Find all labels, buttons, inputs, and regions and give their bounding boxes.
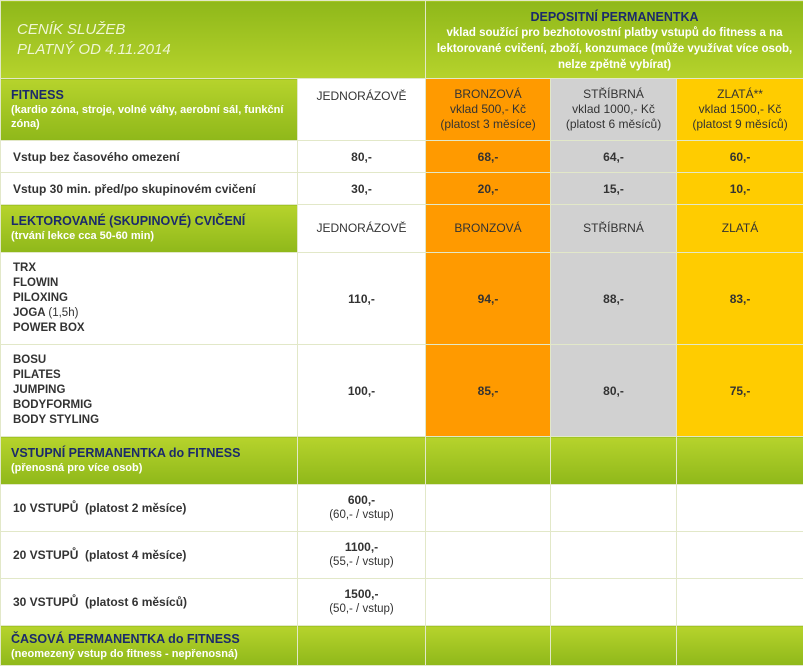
class-item: FLOWIN bbox=[13, 276, 297, 291]
class-item: BODY STYLING bbox=[13, 413, 297, 428]
row-label: Vstup bez časového omezení bbox=[1, 141, 298, 173]
green-cell bbox=[426, 437, 551, 485]
empty-cell bbox=[426, 532, 551, 579]
price-list-title bbox=[1, 1, 426, 79]
price-silver: 80,- bbox=[551, 345, 677, 437]
silver-deposit: vklad 1000,- Kč bbox=[551, 102, 676, 117]
price-silver: 15,- bbox=[551, 173, 677, 205]
fitness-title: FITNESS bbox=[11, 88, 297, 103]
class-item: BODYFORMIG bbox=[13, 398, 297, 413]
group-title: LEKTOROVANÉ (SKUPINOVÉ) CVIČENÍ bbox=[11, 214, 297, 229]
price-bronze: 68,- bbox=[426, 141, 551, 173]
col-gold-header bbox=[677, 79, 803, 141]
class-item-name: JOGA bbox=[13, 307, 45, 319]
table-row bbox=[1, 485, 803, 532]
class-list-2 bbox=[1, 345, 298, 437]
col-bronze-header bbox=[426, 79, 551, 141]
row-label: 10 VSTUPŮ (platost 2 měsíce) bbox=[1, 485, 298, 532]
green-cell bbox=[298, 437, 426, 485]
group-col-silver: STŘÍBRNÁ bbox=[551, 205, 677, 253]
fitness-subtitle: (kardio zóna, stroje, volné váhy, aerobní sál, funkční zóna) bbox=[11, 103, 297, 131]
class-item: BOSU bbox=[13, 353, 297, 368]
price-gold: 83,- bbox=[677, 253, 803, 345]
title-line-1: CENÍK SLUŽEB bbox=[17, 20, 425, 40]
class-item: TRX bbox=[13, 261, 297, 276]
time-pass-subtitle: (neomezený vstup do fitness - nepřenosná) bbox=[11, 647, 297, 661]
col-silver-header bbox=[551, 79, 677, 141]
empty-cell bbox=[551, 532, 677, 579]
pass-price-per-entry: (50,- / vstup) bbox=[298, 602, 425, 617]
table-row bbox=[1, 173, 803, 205]
price-single: 110,- bbox=[298, 253, 426, 345]
gold-validity: (platost 9 měsíců) bbox=[677, 117, 803, 132]
group-col-bronze: BRONZOVÁ bbox=[426, 205, 551, 253]
empty-cell bbox=[677, 579, 803, 626]
price-bronze: 94,- bbox=[426, 253, 551, 345]
empty-cell bbox=[426, 579, 551, 626]
empty-cell bbox=[677, 485, 803, 532]
table-row bbox=[1, 532, 803, 579]
deposit-description: vklad soužící pro bezhotovostní platby vstupů do fitness a na lektorované cvičení, zboží, konzumace (může využívat více osob, nelze zpětně vybírat) bbox=[426, 25, 803, 73]
price-gold: 75,- bbox=[677, 345, 803, 437]
price-gold: 60,- bbox=[677, 141, 803, 173]
entry-pass-section-header bbox=[1, 437, 298, 485]
group-section-header bbox=[1, 205, 298, 253]
price-single: 80,- bbox=[298, 141, 426, 173]
pass-price-total: 1500,- bbox=[298, 587, 425, 602]
table-row bbox=[1, 253, 803, 345]
pass-price bbox=[298, 532, 426, 579]
col-single-header: JEDNORÁZOVĚ bbox=[298, 79, 426, 141]
price-single: 30,- bbox=[298, 173, 426, 205]
price-silver: 64,- bbox=[551, 141, 677, 173]
price-bronze: 85,- bbox=[426, 345, 551, 437]
pass-price-per-entry: (55,- / vstup) bbox=[298, 555, 425, 570]
row-label: 20 VSTUPŮ (platost 4 měsíce) bbox=[1, 532, 298, 579]
price-single: 100,- bbox=[298, 345, 426, 437]
row-label: Vstup 30 min. před/po skupinovém cvičení bbox=[1, 173, 298, 205]
entry-pass-title: VSTUPNÍ PERMANENTKA do FITNESS bbox=[11, 446, 297, 461]
green-cell bbox=[551, 437, 677, 485]
group-subtitle: (trvání lekce cca 50-60 min) bbox=[11, 229, 297, 243]
group-col-single: JEDNORÁZOVĚ bbox=[298, 205, 426, 253]
class-item: PILOXING bbox=[13, 291, 297, 306]
silver-validity: (platost 6 měsíců) bbox=[551, 117, 676, 132]
pass-price-total: 1100,- bbox=[298, 540, 425, 555]
class-item: JUMPING bbox=[13, 383, 297, 398]
table-row bbox=[1, 141, 803, 173]
pass-price-total: 600,- bbox=[298, 493, 425, 508]
empty-cell bbox=[551, 579, 677, 626]
row-label: 30 VSTUPŮ (platost 6 měsíců) bbox=[1, 579, 298, 626]
gold-name: ZLATÁ** bbox=[677, 87, 803, 102]
gold-deposit: vklad 1500,- Kč bbox=[677, 102, 803, 117]
deposit-title: DEPOSITNÍ PERMANENTKA bbox=[426, 10, 803, 25]
pass-price bbox=[298, 579, 426, 626]
entry-pass-subtitle: (přenosná pro více osob) bbox=[11, 461, 297, 475]
class-item: PILATES bbox=[13, 368, 297, 383]
class-item bbox=[13, 306, 297, 321]
title-line-2: PLATNÝ OD 4.11.2014 bbox=[17, 40, 425, 60]
price-gold: 10,- bbox=[677, 173, 803, 205]
price-silver: 88,- bbox=[551, 253, 677, 345]
empty-cell bbox=[426, 485, 551, 532]
class-item-note: (1,5h) bbox=[48, 307, 78, 319]
class-item: POWER BOX bbox=[13, 321, 297, 336]
price-bronze: 20,- bbox=[426, 173, 551, 205]
time-pass-title: ČASOVÁ PERMANENTKA do FITNESS bbox=[11, 632, 297, 647]
table-row bbox=[1, 345, 803, 437]
class-list-1 bbox=[1, 253, 298, 345]
bronze-name: BRONZOVÁ bbox=[426, 87, 550, 102]
fitness-section-header bbox=[1, 79, 298, 141]
bronze-validity: (platost 3 měsíce) bbox=[426, 117, 550, 132]
table-row bbox=[1, 579, 803, 626]
pass-price-per-entry: (60,- / vstup) bbox=[298, 508, 425, 523]
deposit-header bbox=[426, 1, 803, 79]
empty-cell bbox=[551, 485, 677, 532]
empty-cell bbox=[677, 532, 803, 579]
bronze-deposit: vklad 500,- Kč bbox=[426, 102, 550, 117]
silver-name: STŘÍBRNÁ bbox=[551, 87, 676, 102]
group-col-gold: ZLATÁ bbox=[677, 205, 803, 253]
green-cell bbox=[677, 437, 803, 485]
pass-price bbox=[298, 485, 426, 532]
